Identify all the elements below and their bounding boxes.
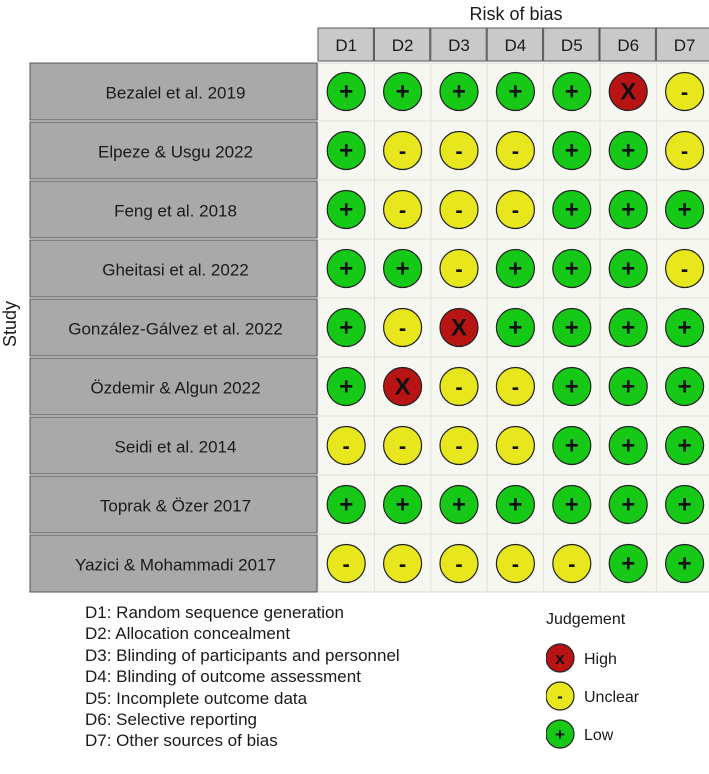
judgement-mark-low — [384, 486, 422, 524]
svg-text:-: - — [511, 374, 520, 400]
legend-item — [546, 720, 614, 748]
judgement-mark-low — [609, 545, 647, 583]
judgement-mark-unclear — [384, 191, 422, 229]
svg-text:+: + — [395, 78, 410, 106]
judgement-mark-unclear — [440, 250, 478, 288]
svg-text:X: X — [450, 314, 468, 342]
svg-text:+: + — [621, 255, 636, 283]
judgement-mark-low — [553, 132, 591, 170]
study-label: Yazici & Mohammadi 2017 — [75, 555, 276, 575]
svg-text:-: - — [398, 551, 407, 577]
svg-text:+: + — [451, 491, 467, 519]
svg-text:-: - — [398, 138, 407, 164]
judgement-mark-low — [327, 191, 365, 229]
svg-text:+: + — [339, 373, 354, 401]
judgement-mark-low — [496, 250, 534, 288]
judgement-mark-low — [666, 191, 704, 229]
svg-text:+: + — [564, 491, 579, 519]
domain-header-label: D5 — [560, 36, 583, 55]
domain-header-label: D7 — [673, 36, 696, 55]
svg-text:-: - — [680, 79, 689, 105]
svg-text:+: + — [564, 314, 579, 342]
svg-text:+: + — [677, 491, 692, 519]
svg-text:+: + — [339, 491, 354, 519]
judgement-mark-low — [496, 73, 534, 111]
judgement-mark-low — [609, 309, 647, 347]
judgement-mark-low — [496, 309, 534, 347]
judgement-legend — [546, 608, 696, 763]
svg-text:X: X — [620, 78, 637, 106]
judgement-mark-low — [666, 309, 704, 347]
svg-text:+: + — [677, 432, 692, 460]
judgement-mark-low — [666, 427, 704, 465]
svg-text:+: + — [621, 550, 636, 578]
svg-text:+: + — [339, 255, 354, 283]
svg-text:+: + — [339, 314, 354, 342]
svg-text:+: + — [677, 196, 692, 224]
svg-text:+: + — [677, 314, 692, 342]
judgement-mark-unclear — [440, 191, 478, 229]
judgement-mark-unclear — [666, 73, 704, 111]
svg-text:-: - — [342, 551, 350, 577]
svg-text:+: + — [621, 373, 636, 401]
svg-text:-: - — [511, 551, 520, 577]
judgement-mark-unclear — [666, 132, 704, 170]
legend-label: Unclear — [584, 689, 640, 706]
domain-header-label: D6 — [617, 36, 640, 55]
svg-text:-: - — [568, 551, 576, 577]
svg-text:+: + — [508, 314, 523, 342]
y-axis-label: Study — [0, 300, 20, 348]
judgement-mark-unclear — [666, 250, 704, 288]
svg-text:+: + — [508, 78, 523, 106]
svg-text:-: - — [455, 256, 463, 282]
judgement-mark-unclear — [440, 545, 478, 583]
domain-header-label: D2 — [391, 36, 414, 55]
svg-text:+: + — [451, 78, 467, 106]
svg-text:+: + — [677, 550, 692, 578]
svg-text:+: + — [564, 78, 579, 106]
svg-text:+: + — [621, 491, 636, 519]
judgement-mark-unclear — [384, 545, 422, 583]
judgement-mark-unclear — [496, 368, 534, 406]
svg-text:+: + — [508, 255, 523, 283]
judgement-mark-unclear — [440, 132, 478, 170]
domain-definition: D5: Incomplete outcome data — [85, 688, 308, 708]
svg-text:+: + — [564, 373, 579, 401]
judgement-mark-unclear — [384, 132, 422, 170]
svg-text:+: + — [564, 255, 579, 283]
judgement-grid — [318, 63, 709, 592]
domain-definitions — [85, 602, 400, 752]
judgement-mark-low — [666, 368, 704, 406]
svg-text:-: - — [455, 551, 463, 577]
svg-text:+: + — [621, 432, 636, 460]
svg-text:+: + — [564, 196, 579, 224]
svg-text:+: + — [621, 314, 636, 342]
judgement-mark-low — [327, 250, 365, 288]
svg-text:+: + — [564, 432, 579, 460]
study-label-column — [30, 63, 317, 592]
domain-definition: D7: Other sources of bias — [85, 731, 278, 751]
judgement-mark-low — [384, 73, 422, 111]
svg-text:-: - — [455, 138, 463, 164]
judgement-mark-unclear — [384, 309, 422, 347]
judgement-mark-low — [666, 486, 704, 524]
svg-text:+: + — [395, 255, 410, 283]
study-label: Bezalel et al. 2019 — [105, 83, 246, 103]
legend-symbol: + — [555, 725, 565, 744]
domain-header-label: D3 — [448, 36, 470, 55]
study-label: Özdemir & Algun 2022 — [90, 378, 261, 398]
judgement-mark-low — [496, 486, 534, 524]
judgement-mark-low — [553, 250, 591, 288]
study-label: Gheitasi et al. 2022 — [102, 260, 249, 280]
judgement-mark-low — [553, 191, 591, 229]
judgement-mark-unclear — [440, 427, 478, 465]
svg-text:-: - — [511, 197, 520, 223]
judgement-mark-unclear — [553, 545, 591, 583]
legend-label: Low — [584, 727, 614, 744]
svg-text:+: + — [339, 78, 354, 106]
legend-title: Judgement — [546, 611, 626, 628]
svg-text:+: + — [564, 137, 579, 165]
judgement-mark-unclear — [440, 368, 478, 406]
svg-text:X: X — [394, 373, 411, 401]
svg-text:+: + — [621, 196, 636, 224]
svg-text:-: - — [511, 433, 520, 459]
domain-definition: D6: Selective reporting — [85, 710, 257, 730]
judgement-mark-low — [327, 486, 365, 524]
judgement-mark-unclear — [496, 132, 534, 170]
domain-definition: D4: Blinding of outcome assessment — [85, 667, 361, 687]
judgement-mark-unclear — [327, 427, 365, 465]
domain-definition: D3: Blinding of participants and personnel — [85, 645, 400, 665]
judgement-mark-low — [553, 368, 591, 406]
legend-symbol: - — [557, 687, 563, 706]
study-label: González-Gálvez et al. 2022 — [68, 319, 283, 339]
judgement-mark-unclear — [327, 545, 365, 583]
judgement-mark-unclear — [496, 427, 534, 465]
study-label: Feng et al. 2018 — [114, 201, 237, 221]
judgement-mark-low — [327, 309, 365, 347]
judgement-mark-high — [440, 309, 478, 347]
judgement-mark-low — [609, 486, 647, 524]
judgement-mark-low — [553, 73, 591, 111]
domain-header-label: D4 — [504, 36, 527, 55]
svg-text:+: + — [677, 373, 692, 401]
svg-text:-: - — [455, 197, 463, 223]
study-label: Elpeze & Usgu 2022 — [98, 142, 253, 162]
domain-header-row — [318, 28, 709, 61]
judgement-mark-low — [553, 309, 591, 347]
judgement-mark-low — [553, 486, 591, 524]
svg-text:-: - — [398, 197, 407, 223]
judgement-mark-unclear — [496, 191, 534, 229]
judgement-mark-low — [609, 191, 647, 229]
judgement-mark-low — [327, 73, 365, 111]
svg-text:-: - — [455, 433, 463, 459]
svg-text:+: + — [339, 137, 354, 165]
judgement-mark-high — [384, 368, 422, 406]
chart-title: Risk of bias — [469, 4, 563, 24]
judgement-mark-unclear — [384, 427, 422, 465]
domain-definition: D1: Random sequence generation — [85, 603, 344, 622]
judgement-mark-unclear — [496, 545, 534, 583]
judgement-mark-low — [666, 545, 704, 583]
judgement-mark-low — [609, 368, 647, 406]
svg-text:-: - — [398, 315, 407, 341]
judgement-mark-low — [384, 250, 422, 288]
svg-text:+: + — [395, 491, 410, 519]
svg-text:+: + — [508, 491, 523, 519]
svg-text:-: - — [455, 374, 463, 400]
judgement-mark-high — [609, 73, 647, 111]
svg-text:-: - — [511, 138, 520, 164]
judgement-mark-low — [327, 132, 365, 170]
legend-item — [546, 682, 640, 710]
legend-symbol: x — [555, 649, 565, 668]
svg-text:-: - — [680, 138, 689, 164]
judgement-mark-low — [440, 486, 478, 524]
judgement-mark-low — [327, 368, 365, 406]
judgement-mark-low — [553, 427, 591, 465]
svg-text:+: + — [621, 137, 636, 165]
svg-text:+: + — [339, 196, 354, 224]
svg-text:-: - — [398, 433, 407, 459]
legend-item — [546, 644, 617, 672]
judgement-mark-low — [609, 427, 647, 465]
judgement-mark-low — [609, 132, 647, 170]
svg-text:-: - — [342, 433, 350, 459]
judgement-mark-low — [440, 73, 478, 111]
domain-definition: D2: Allocation concealment — [85, 624, 291, 644]
legend-label: High — [584, 651, 617, 668]
svg-text:-: - — [680, 256, 689, 282]
study-label: Seidi et al. 2014 — [114, 437, 237, 457]
judgement-mark-low — [609, 250, 647, 288]
study-label: Toprak & Özer 2017 — [99, 496, 252, 516]
domain-header-label: D1 — [335, 36, 358, 55]
